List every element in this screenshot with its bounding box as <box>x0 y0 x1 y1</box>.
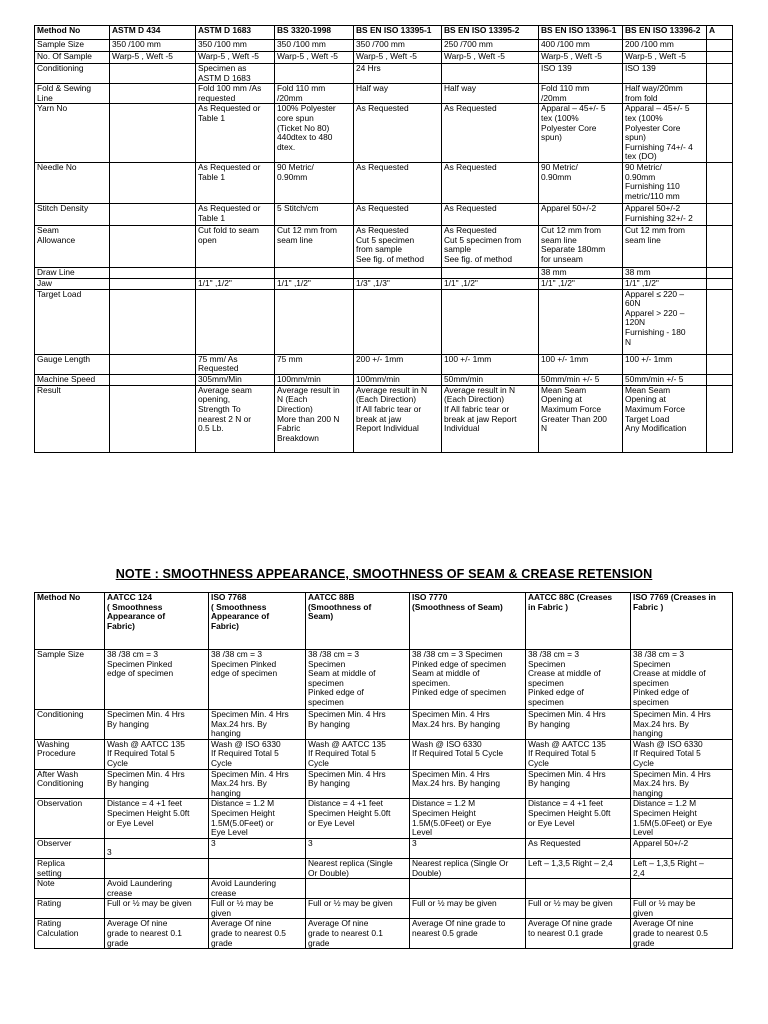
table-row <box>35 64 733 84</box>
table-cell: 3 <box>209 838 306 858</box>
table-cell: 250 /700 mm <box>442 40 539 52</box>
row-label: Washing Procedure <box>35 739 105 769</box>
table-cell: 350 /100 mm <box>196 40 275 52</box>
table-cell: 90 Metric/ 0.90mm <box>539 162 623 203</box>
table-cell: Cut 12 mm from seam line <box>623 225 707 267</box>
column-header: BS EN ISO 13395-1 <box>354 26 442 40</box>
table-cell <box>539 289 623 354</box>
table-cell: 100 +/- 1mm <box>442 354 539 374</box>
table-cell: Full or ½ may be given <box>410 899 526 919</box>
column-header: ASTM D 434 <box>110 26 196 40</box>
table-cell: ISO 139 <box>623 64 707 84</box>
table-cell: Avoid Laundering crease <box>209 879 306 899</box>
table-cell: Wash @ ISO 6330 If Required Total 5 Cycle <box>209 739 306 769</box>
column-header: ISO 7770 (Smoothness of Seam) <box>410 593 526 650</box>
table-cell <box>707 40 733 52</box>
table-row <box>35 838 733 858</box>
table-cell: 38 /38 cm = 3 Specimen Pinked edge of specimen <box>105 650 209 710</box>
table-cell: Specimen Min. 4 Hrs Max.24 hrs. By hanging <box>631 710 733 740</box>
table-cell: Average Of nine grade to nearest 0.1 grade <box>526 919 631 949</box>
table-cell: Half way <box>354 84 442 104</box>
table-cell: Fold 110 mm /20mm <box>539 84 623 104</box>
table-cell: Specimen Min. 4 Hrs By hanging <box>526 710 631 740</box>
table-cell: Mean Seam Opening at Maximum Force Greater Than 200 N <box>539 385 623 452</box>
table-cell <box>707 374 733 385</box>
table-cell <box>707 104 733 163</box>
table-cell: Average result in N (Each Direction) If All fabric tear or break at jaw Report Individual <box>354 385 442 452</box>
table-cell <box>110 354 196 374</box>
table-cell: 1/1" ,1/2" <box>539 278 623 289</box>
table-cell: 50mm/min <box>442 374 539 385</box>
table-cell <box>354 289 442 354</box>
table-cell: Warp-5 , Weft -5 <box>623 52 707 64</box>
table-row <box>35 354 733 374</box>
row-label: After Wash Conditioning <box>35 769 105 799</box>
table1-header-row <box>35 26 733 40</box>
column-header: BS EN ISO 13396-1 <box>539 26 623 40</box>
table-cell: 1/1" ,1/2" <box>442 278 539 289</box>
table-cell: Average Of nine grade to nearest 0.1 grade <box>306 919 410 949</box>
table-cell: Apparel ≤ 220 – 60N Apparel > 220 – 120N Furnishing - 180 N <box>623 289 707 354</box>
table-cell: 305mm/Min <box>196 374 275 385</box>
table-cell <box>196 267 275 278</box>
row-label: Result <box>35 385 110 452</box>
table-cell <box>110 162 196 203</box>
table-cell: 3 <box>410 838 526 858</box>
table-cell <box>110 278 196 289</box>
table-cell <box>275 267 354 278</box>
table-row <box>35 799 733 838</box>
table-cell: 38 mm <box>623 267 707 278</box>
table-cell: Left – 1,3,5 Right – 2,4 <box>631 858 733 878</box>
table-cell: As Requested <box>442 162 539 203</box>
table-cell: Distance = 4 +1 feet Specimen Height 5.0ft or Eye Level <box>526 799 631 838</box>
column-header: AATCC 88C (Creases in Fabric ) <box>526 593 631 650</box>
table-cell <box>196 289 275 354</box>
table-cell: 75 mm/ As Requested <box>196 354 275 374</box>
column-header: ASTM D 1683 <box>196 26 275 40</box>
table-cell: 90 Metric/ 0.90mm Furnishing 110 metric/110 mm <box>623 162 707 203</box>
table-cell: 38 /38 cm = 3 Specimen Seam at middle of specimen Pinked edge of specimen <box>306 650 410 710</box>
table-cell <box>354 267 442 278</box>
row-label: Observer <box>35 838 105 858</box>
table-cell: Specimen Min. 4 Hrs Max.24 hrs. By hanging <box>410 769 526 799</box>
table-cell <box>442 267 539 278</box>
table-cell: 3 <box>105 838 209 858</box>
row-label: Jaw <box>35 278 110 289</box>
table-row <box>35 267 733 278</box>
table-cell: Specimen Min. 4 Hrs By hanging <box>306 769 410 799</box>
table-cell <box>110 84 196 104</box>
table-cell: As Requested <box>526 838 631 858</box>
table-cell <box>707 225 733 267</box>
table-cell: Apparal – 45+/- 5 tex (100% Polyester Core spun) Furnishing 74+/- 4 tex (DO) <box>623 104 707 163</box>
table-cell: Full or ½ may be given <box>209 899 306 919</box>
table-cell: 75 mm <box>275 354 354 374</box>
table-cell: 38 /38 cm = 3 Specimen Crease at middle of specimen Pinked edge of specimen <box>631 650 733 710</box>
row-label: Needle No <box>35 162 110 203</box>
table-cell: 100mm/min <box>275 374 354 385</box>
seam-test-methods-table <box>34 25 733 453</box>
table-row <box>35 162 733 203</box>
table-cell: 200 +/- 1mm <box>354 354 442 374</box>
table2-header-row <box>35 593 733 650</box>
table-cell: Wash @ AATCC 135 If Required Total 5 Cycle <box>306 739 410 769</box>
table-cell: 350 /100 mm <box>110 40 196 52</box>
table-cell: Avoid Laundering crease <box>105 879 209 899</box>
table-row <box>35 84 733 104</box>
table-row <box>35 104 733 163</box>
table-cell: 100% Polyester core spun (Ticket No 80) 440dtex to 480 dtex. <box>275 104 354 163</box>
column-header: AATCC 124 ( Smoothness Appearance of Fabric) <box>105 593 209 650</box>
table-cell: As Requested or Table 1 <box>196 203 275 225</box>
column-header: Method No <box>35 593 105 650</box>
table-cell: 38 /38 cm = 3 Specimen Pinked edge of specimen <box>209 650 306 710</box>
table-cell: Full or ½ may be given <box>526 899 631 919</box>
table-cell <box>631 879 733 899</box>
table-cell <box>707 84 733 104</box>
table-cell: Apparal – 45+/- 5 tex (100% Polyester Core spun) <box>539 104 623 163</box>
table-cell: Wash @ ISO 6330 If Required Total 5 Cycle <box>631 739 733 769</box>
smoothness-methods-table <box>34 592 733 949</box>
table-cell: Distance = 4 +1 feet Specimen Height 5.0ft or Eye Level <box>306 799 410 838</box>
table-cell: 38 /38 cm = 3 Specimen Crease at middle of specimen Pinked edge of specimen <box>526 650 631 710</box>
table-cell: Warp-5 , Weft -5 <box>442 52 539 64</box>
row-label: Machine Speed <box>35 374 110 385</box>
table-row <box>35 278 733 289</box>
table-cell: Average result in N (Each Direction) If All fabric tear or break at jaw Report Individual <box>442 385 539 452</box>
table-cell: Apparel 50+/-2 <box>631 838 733 858</box>
row-label: Conditioning <box>35 64 110 84</box>
table-cell <box>105 858 209 878</box>
table-cell: 1/3" ,1/3" <box>354 278 442 289</box>
table-cell: Average result in N (Each Direction) More than 200 N Fabric Breakdown <box>275 385 354 452</box>
table-cell: Average Of nine grade to nearest 0.5 grade <box>209 919 306 949</box>
table-cell <box>110 385 196 452</box>
table-cell <box>442 289 539 354</box>
table-cell: Full or ½ may be given <box>105 899 209 919</box>
table-cell: Specimen Min. 4 Hrs By hanging <box>105 710 209 740</box>
row-label: Observation <box>35 799 105 838</box>
column-header: BS EN ISO 13395-2 <box>442 26 539 40</box>
table-cell: 200 /100 mm <box>623 40 707 52</box>
table-cell <box>442 64 539 84</box>
row-label: Note <box>35 879 105 899</box>
table-cell: Specimen as ASTM D 1683 <box>196 64 275 84</box>
table-cell: Wash @ ISO 6330 If Required Total 5 Cycle <box>410 739 526 769</box>
row-label: Rating <box>35 899 105 919</box>
table-cell: As Requested <box>354 162 442 203</box>
table-cell <box>275 289 354 354</box>
table-cell <box>707 278 733 289</box>
table-cell: Nearest replica (Single Or Double) <box>306 858 410 878</box>
row-label: Stitch Density <box>35 203 110 225</box>
table-cell: Wash @ AATCC 135 If Required Total 5 Cycle <box>105 739 209 769</box>
row-label: Sample Size <box>35 650 105 710</box>
table-cell <box>110 289 196 354</box>
table-cell <box>110 225 196 267</box>
table-row <box>35 710 733 740</box>
table-cell: Full or ½ may be given <box>631 899 733 919</box>
table-row <box>35 225 733 267</box>
table-cell: 100 +/- 1mm <box>539 354 623 374</box>
table-cell: 350 /700 mm <box>354 40 442 52</box>
row-label: Conditioning <box>35 710 105 740</box>
row-label: Target Load <box>35 289 110 354</box>
table-cell <box>707 354 733 374</box>
table-cell <box>306 879 410 899</box>
note-heading: NOTE : SMOOTHNESS APPEARANCE, SMOOTHNESS OF SEAM & CREASE RETENSION <box>115 567 653 581</box>
table-cell: Cut 12 mm from seam line Separate 180mm for unseam <box>539 225 623 267</box>
table-row <box>35 879 733 899</box>
table-cell <box>110 104 196 163</box>
table-row <box>35 52 733 64</box>
table-cell: Full or ½ may be given <box>306 899 410 919</box>
table-cell: 400 /100 mm <box>539 40 623 52</box>
column-header: BS EN ISO 13396-2 <box>623 26 707 40</box>
row-label: Fold & Sewing Line <box>35 84 110 104</box>
row-label: Rating Calculation <box>35 919 105 949</box>
table-cell: Distance = 1.2 M Specimen Height 1.5M(5.0Feet) or Eye Level <box>631 799 733 838</box>
table-cell: Mean Seam Opening at Maximum Force Target Load Any Modification <box>623 385 707 452</box>
row-label: Seam Allowance <box>35 225 110 267</box>
table-cell: Apparel 50+/-2 Furnishing 32+/- 2 <box>623 203 707 225</box>
table-cell <box>410 879 526 899</box>
table-cell: 24 Hrs <box>354 64 442 84</box>
table-cell: 5 Stitch/cm <box>275 203 354 225</box>
table-row <box>35 919 733 949</box>
table-cell: 100 +/- 1mm <box>623 354 707 374</box>
table-cell: Warp-5 , Weft -5 <box>354 52 442 64</box>
table-row <box>35 289 733 354</box>
table-cell: 100mm/min <box>354 374 442 385</box>
row-label: No. Of Sample <box>35 52 110 64</box>
table-cell <box>707 162 733 203</box>
table-cell: 1/1" ,1/2" <box>623 278 707 289</box>
table-cell: Left – 1,3,5 Right – 2,4 <box>526 858 631 878</box>
table-cell: Apparel 50+/-2 <box>539 203 623 225</box>
table-cell: 3 <box>306 838 410 858</box>
column-header: AATCC 88B (Smoothness of Seam) <box>306 593 410 650</box>
table-cell: As Requested Cut 5 specimen from sample See fig. of method <box>354 225 442 267</box>
table-cell: As Requested <box>442 203 539 225</box>
table-cell: Half way <box>442 84 539 104</box>
table-cell: Average Of nine grade to nearest 0.5 grade <box>410 919 526 949</box>
table-cell: Specimen Min. 4 Hrs By hanging <box>105 769 209 799</box>
table-cell: Wash @ AATCC 135 If Required Total 5 Cycle <box>526 739 631 769</box>
table-cell: Distance = 4 +1 feet Specimen Height 5.0ft or Eye Level <box>105 799 209 838</box>
table-cell <box>707 289 733 354</box>
table-cell: Half way/20mm from fold <box>623 84 707 104</box>
table-cell <box>707 52 733 64</box>
table-cell <box>110 203 196 225</box>
table-row <box>35 858 733 878</box>
row-label: Sample Size <box>35 40 110 52</box>
table-cell: Fold 110 mm /20mm <box>275 84 354 104</box>
table-cell: As Requested <box>354 203 442 225</box>
table-cell: Fold 100 mm /As requested <box>196 84 275 104</box>
table-row <box>35 650 733 710</box>
table-row <box>35 374 733 385</box>
table-row <box>35 899 733 919</box>
table-cell <box>707 64 733 84</box>
table-cell: Warp-5 , Weft -5 <box>275 52 354 64</box>
table-row <box>35 385 733 452</box>
table-cell: Specimen Min. 4 Hrs By hanging <box>306 710 410 740</box>
table-cell: Specimen Min. 4 Hrs Max.24 hrs. By hanging <box>410 710 526 740</box>
table-cell: Distance = 1.2 M Specimen Height 1.5M(5.0Feet) or Eye Level <box>410 799 526 838</box>
table-cell: Warp-5 , Weft -5 <box>110 52 196 64</box>
table-cell: As Requested <box>354 104 442 163</box>
table-cell <box>110 374 196 385</box>
table-cell: 350 /100 mm <box>275 40 354 52</box>
table-cell <box>110 267 196 278</box>
table-cell: Specimen Min. 4 Hrs By hanging <box>526 769 631 799</box>
row-label: Yarn No <box>35 104 110 163</box>
table-cell: 38 /38 cm = 3 Specimen Pinked edge of specimen Seam at middle of specimen. Pinked edge of specimen <box>410 650 526 710</box>
table-cell: Warp-5 , Weft -5 <box>539 52 623 64</box>
table-cell: ISO 139 <box>539 64 623 84</box>
table-cell: 50mm/min +/- 5 <box>539 374 623 385</box>
table-cell <box>110 64 196 84</box>
table-cell: 50mm/min +/- 5 <box>623 374 707 385</box>
table-cell: Average Of nine grade to nearest 0.1 grade <box>105 919 209 949</box>
table-cell: Specimen Min. 4 Hrs Max.24 hrs. By hanging <box>209 710 306 740</box>
table-row <box>35 203 733 225</box>
table-row <box>35 739 733 769</box>
table-cell <box>707 267 733 278</box>
table-cell: Average Of nine grade to nearest 0.5 grade <box>631 919 733 949</box>
table-cell: Distance = 1.2 M Specimen Height 1.5M(5.0Feet) or Eye Level <box>209 799 306 838</box>
table-cell: Cut 12 mm from seam line <box>275 225 354 267</box>
table-cell: As Requested or Table 1 <box>196 104 275 163</box>
column-header: A <box>707 26 733 40</box>
column-header: Method No <box>35 26 110 40</box>
column-header: ISO 7769 (Creases in Fabric ) <box>631 593 733 650</box>
table-cell <box>707 385 733 452</box>
table-cell: As Requested <box>442 104 539 163</box>
row-label: Replica setting <box>35 858 105 878</box>
table-cell: Warp-5 , Weft -5 <box>196 52 275 64</box>
table-cell <box>526 879 631 899</box>
column-header: BS 3320-1998 <box>275 26 354 40</box>
table-cell: As Requested or Table 1 <box>196 162 275 203</box>
table-cell: Specimen Min. 4 Hrs Max.24 hrs. By hanging <box>631 769 733 799</box>
table-cell: 38 mm <box>539 267 623 278</box>
table-cell <box>707 203 733 225</box>
table-cell: 90 Metric/ 0.90mm <box>275 162 354 203</box>
row-label: Draw Line <box>35 267 110 278</box>
table-row <box>35 40 733 52</box>
table-cell: 1/1" ,1/2" <box>275 278 354 289</box>
table-row <box>35 769 733 799</box>
table-cell <box>275 64 354 84</box>
table-cell: Average seam opening, Strength To nearest 2 N or 0.5 Lb. <box>196 385 275 452</box>
table-cell <box>209 858 306 878</box>
table-cell: 1/1" ,1/2" <box>196 278 275 289</box>
table-cell: As Requested Cut 5 specimen from sample See fig. of method <box>442 225 539 267</box>
table-cell: Nearest replica (Single Or Double) <box>410 858 526 878</box>
table-cell: Cut fold to seam open <box>196 225 275 267</box>
table-cell: Specimen Min. 4 Hrs Max.24 hrs. By hanging <box>209 769 306 799</box>
column-header: ISO 7768 ( Smoothness Appearance of Fabric) <box>209 593 306 650</box>
row-label: Gauge Length <box>35 354 110 374</box>
